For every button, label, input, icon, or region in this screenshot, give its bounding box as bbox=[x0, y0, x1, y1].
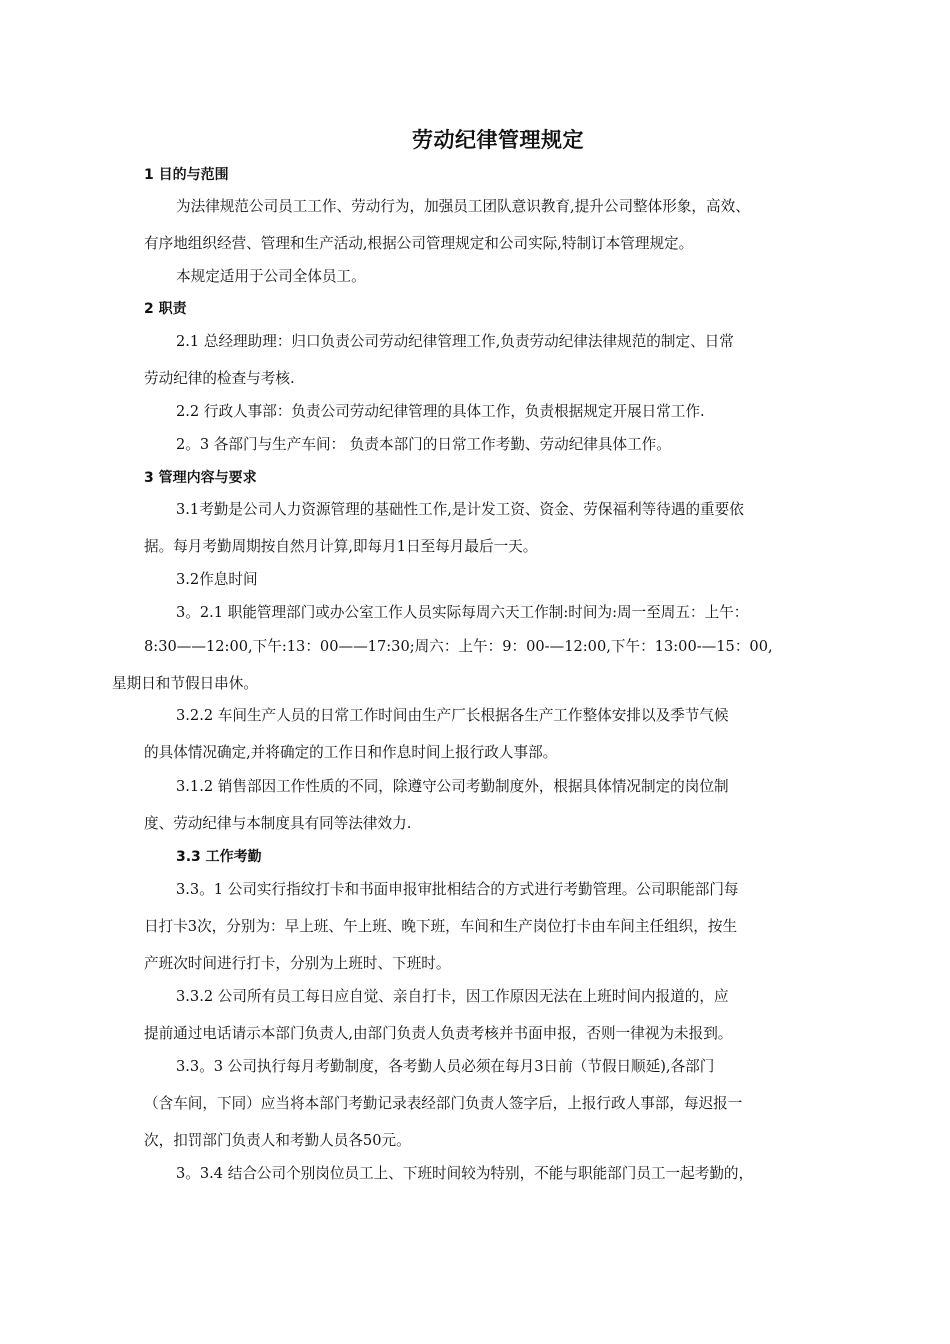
paragraph-line: 3.3.2 公司所有员工每日应自觉、亲自打卡，因工作原因无法在上班时间内报道的，应 bbox=[176, 988, 729, 1005]
paragraph-line: 3.3。1 公司实行指纹打卡和书面申报审批相结合的方式进行考勤管理。公司职能部门每 bbox=[176, 881, 739, 898]
paragraph-line: 有序地组织经营、管理和生产活动,根据公司管理规定和公司实际,特制订本管理规定。 bbox=[144, 235, 694, 252]
paragraph-line: 次，扣罚部门负责人和考勤人员各50元。 bbox=[144, 1132, 411, 1149]
paragraph-line: 3.3。3 公司执行每月考勤制度，各考勤人员必须在每月3日前（节假日顺延),各部门 bbox=[176, 1058, 715, 1075]
paragraph-line: 的具体情况确定,并将确定的工作日和作息时间上报行政人事部。 bbox=[144, 744, 558, 761]
paragraph-line: 劳动纪律的检查与考核. bbox=[144, 370, 295, 387]
paragraph-line: 3.1考勤是公司人力资源管理的基础性工作,是计发工资、资金、劳保福利等待遇的重要依 bbox=[176, 501, 744, 518]
paragraph-line: 2.1 总经理助理：归口负责公司劳动纪律管理工作,负责劳动纪律法律规范的制定、日常 bbox=[176, 333, 734, 350]
section-heading-3: 3 管理内容与要求 bbox=[144, 470, 257, 486]
paragraph-line: 3.2作息时间 bbox=[176, 571, 258, 588]
paragraph-line: 提前通过电话请示本部门负责人,由部门负责人负责考核并书面申报，否则一律视为未报到。 bbox=[144, 1025, 733, 1042]
paragraph-line: 本规定适用于公司全体员工。 bbox=[176, 268, 366, 285]
paragraph-line: 2。3 各部门与生产车间： 负责本部门的日常工作考勤、劳动纪律具体工作。 bbox=[176, 436, 671, 453]
paragraph-line: 产班次时间进行打卡，分别为上班时、下班时。 bbox=[144, 955, 451, 972]
paragraph-line: 日打卡3次，分别为：早上班、午上班、晚下班，车间和生产岗位打卡由车间主任组织，按生 bbox=[144, 918, 738, 935]
section-heading-2: 2 职责 bbox=[144, 301, 187, 317]
paragraph-line: 为法律规范公司员工工作、劳动行为，加强员工团队意识教育,提升公司整体形象，高效、 bbox=[176, 198, 750, 215]
paragraph-line: 据。每月考勤周期按自然月计算,即每月1日至每月最后一天。 bbox=[144, 538, 538, 555]
paragraph-line: 8:30——12:00,下午:13：00——17:30;周六：上午：9：00-—12:00,下午：13:00-—15：00, bbox=[144, 638, 773, 655]
paragraph-line: 度、劳动纪律与本制度具有同等法律效力. bbox=[144, 815, 412, 832]
paragraph-line: 3。2.1 职能管理部门或办公室工作人员实际每周六天工作制:时间为:周一至周五：上午： bbox=[176, 604, 749, 621]
paragraph-line: 星期日和节假日串休。 bbox=[112, 675, 258, 692]
paragraph-line: （含车间，下同）应当将本部门考勤记录表经部门负责人签字后，上报行政人事部，每迟报一 bbox=[144, 1095, 743, 1112]
paragraph-line: 2.2 行政人事部：负责公司劳动纪律管理的具体工作，负责根据规定开展日常工作. bbox=[176, 403, 705, 420]
paragraph-line: 3.2.2 车间生产人员的日常工作时间由生产厂长根据各生产工作整体安排以及季节气候 bbox=[176, 707, 729, 724]
subsection-heading-3-3: 3.3 工作考勤 bbox=[176, 849, 262, 865]
paragraph-line: 3.1.2 销售部因工作性质的不同，除遵守公司考勤制度外，根据具体情况制定的岗位制 bbox=[176, 778, 729, 795]
section-heading-1: 1 目的与范围 bbox=[144, 167, 229, 183]
paragraph-line: 3。3.4 结合公司个别岗位员工上、下班时间较为特别，不能与职能部门员工一起考勤的， bbox=[176, 1165, 754, 1182]
document-title: 劳动纪律管理规定 bbox=[412, 128, 584, 152]
